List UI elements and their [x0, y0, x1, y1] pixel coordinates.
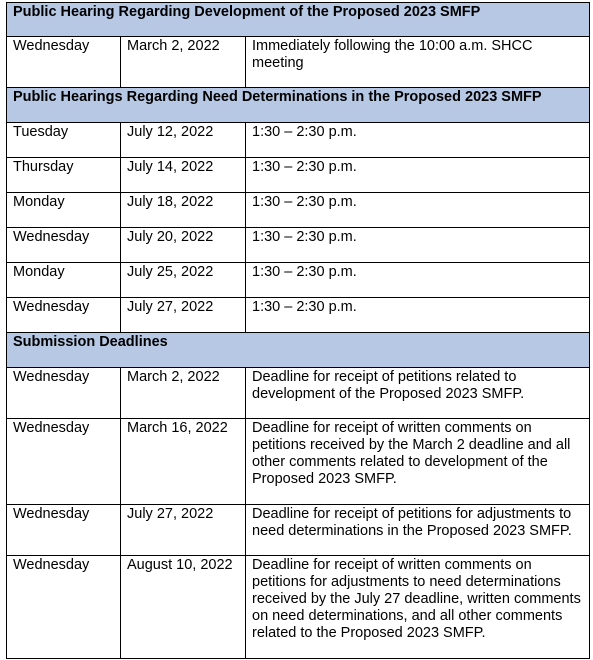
- detail-cell: 1:30 – 2:30 p.m.: [246, 298, 590, 333]
- day-cell: Monday: [7, 263, 121, 298]
- table-row: [7, 158, 590, 193]
- table-row: [7, 505, 590, 556]
- table-row: [7, 123, 590, 158]
- section-title: Public Hearing Regarding Development of the Proposed 2023 SMFP: [7, 3, 590, 37]
- day-cell: Monday: [7, 193, 121, 228]
- date-cell: July 25, 2022: [121, 263, 246, 298]
- detail-cell: 1:30 – 2:30 p.m.: [246, 228, 590, 263]
- day-cell: Wednesday: [7, 505, 121, 556]
- day-cell: Wednesday: [7, 37, 121, 88]
- schedule-table: [6, 2, 590, 659]
- day-cell: Wednesday: [7, 368, 121, 419]
- table-row: [7, 263, 590, 298]
- date-cell: July 20, 2022: [121, 228, 246, 263]
- detail-cell: Deadline for receipt of petitions related to development of the Proposed 2023 SMFP.: [246, 368, 590, 419]
- date-cell: March 2, 2022: [121, 37, 246, 88]
- date-cell: July 12, 2022: [121, 123, 246, 158]
- date-cell: March 2, 2022: [121, 368, 246, 419]
- day-cell: Wednesday: [7, 228, 121, 263]
- detail-cell: 1:30 – 2:30 p.m.: [246, 123, 590, 158]
- detail-cell: 1:30 – 2:30 p.m.: [246, 193, 590, 228]
- section-header: [7, 88, 590, 123]
- section-header: [7, 3, 590, 37]
- date-cell: July 27, 2022: [121, 298, 246, 333]
- table-row: [7, 37, 590, 88]
- detail-cell: Deadline for receipt of written comments on petitions received by the March 2 deadline and all other comments related to development of the Proposed 2023 SMFP.: [246, 419, 590, 505]
- detail-cell: 1:30 – 2:30 p.m.: [246, 158, 590, 193]
- detail-cell: Deadline for receipt of petitions for adjustments to need determinations in the Proposed 2023 SMFP.: [246, 505, 590, 556]
- table-row: [7, 556, 590, 659]
- section-title: Public Hearings Regarding Need Determinations in the Proposed 2023 SMFP: [7, 88, 590, 123]
- date-cell: August 10, 2022: [121, 556, 246, 659]
- table-row: [7, 298, 590, 333]
- date-cell: March 16, 2022: [121, 419, 246, 505]
- date-cell: July 27, 2022: [121, 505, 246, 556]
- date-cell: July 18, 2022: [121, 193, 246, 228]
- table-row: [7, 368, 590, 419]
- day-cell: Wednesday: [7, 556, 121, 659]
- section-title: Submission Deadlines: [7, 333, 590, 368]
- day-cell: Wednesday: [7, 298, 121, 333]
- detail-cell: Immediately following the 10:00 a.m. SHCC meeting: [246, 37, 590, 88]
- section-header: [7, 333, 590, 368]
- day-cell: Tuesday: [7, 123, 121, 158]
- date-cell: July 14, 2022: [121, 158, 246, 193]
- day-cell: Wednesday: [7, 419, 121, 505]
- detail-cell: Deadline for receipt of written comments on petitions for adjustments to need determinations received by the July 27 deadline, written comments on need determinations, and all other comments related to the Proposed 2023 SMFP.: [246, 556, 590, 659]
- table-row: [7, 228, 590, 263]
- table-row: [7, 193, 590, 228]
- detail-cell: 1:30 – 2:30 p.m.: [246, 263, 590, 298]
- table-row: [7, 419, 590, 505]
- day-cell: Thursday: [7, 158, 121, 193]
